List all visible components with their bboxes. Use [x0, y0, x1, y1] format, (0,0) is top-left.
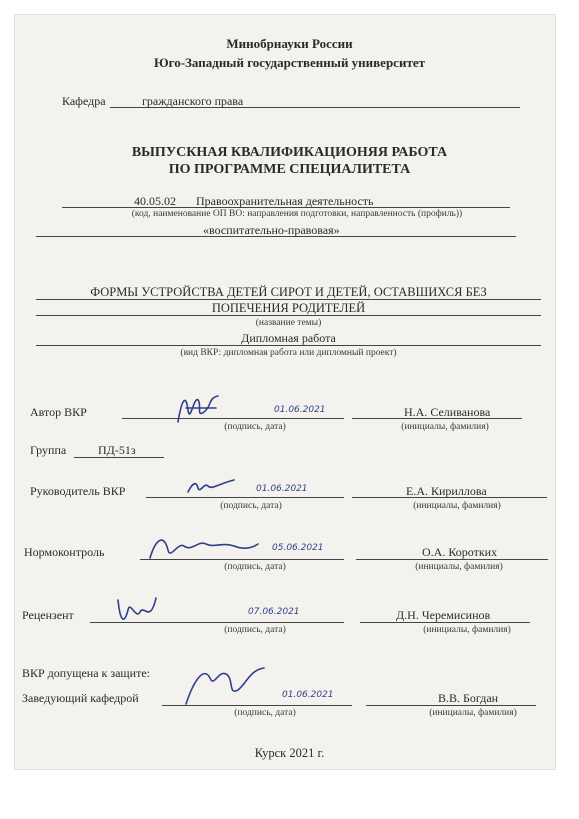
reviewer-signature: [110, 590, 170, 634]
head-name-caption: (инициалы, фамилия): [429, 708, 517, 718]
group-value: ПД-51з: [98, 443, 136, 457]
reviewer-name-caption: (инициалы, фамилия): [423, 625, 511, 635]
head-date: 01.06.2021: [282, 690, 334, 700]
author-name-caption: (инициалы, фамилия): [401, 422, 489, 432]
head-sign-caption: (подпись, дата): [234, 708, 296, 718]
supervisor-sign-caption: (подпись, дата): [220, 501, 282, 511]
normcontrol-name-caption: (инициалы, фамилия): [415, 562, 503, 572]
supervisor-name: Е.А. Кириллова: [406, 484, 487, 498]
normcontrol-label: Нормоконтроль: [24, 545, 105, 559]
head-signature: [180, 660, 270, 710]
university-name: Юго-Западный государственный университет: [154, 55, 425, 70]
normcontrol-name: О.А. Коротких: [422, 545, 498, 559]
supervisor-name-caption: (инициалы, фамилия): [413, 501, 501, 511]
topic-caption: (название темы): [255, 318, 322, 328]
city-year: Курск 2021 г.: [254, 746, 325, 760]
department-label: Кафедра: [62, 94, 106, 108]
reviewer-sign-caption: (подпись, дата): [224, 625, 286, 635]
author-label: Автор ВКР: [30, 405, 87, 419]
reviewer-label: Рецензент: [22, 608, 74, 622]
program-name: Правоохранительная деятельность: [196, 194, 374, 208]
department-value: гражданского права: [142, 94, 244, 108]
author-date: 01.06.2021: [274, 405, 326, 415]
document-title-line1: ВЫПУСКНАЯ КВАЛИФИКАЦИОНЯЯ РАБОТА: [131, 145, 448, 160]
work-type-value: Дипломная работа: [241, 331, 336, 345]
author-sign-caption: (подпись, дата): [224, 422, 286, 432]
work-type-caption: (вид ВКР: дипломная работа или дипломный проект): [180, 348, 397, 358]
ministry-name: Минобрнауки России: [226, 36, 353, 51]
program-caption: (код, наименование ОП ВО: направления подготовки, направленность (профиль)): [131, 209, 463, 219]
reviewer-date: 07.06.2021: [248, 607, 300, 617]
supervisor-label: Руководитель ВКР: [30, 484, 126, 498]
topic-line2: ПОПЕЧЕНИЯ РОДИТЕЛЕЙ: [211, 301, 366, 315]
document-page: [14, 14, 556, 770]
group-label: Группа: [30, 443, 67, 457]
supervisor-signature: [182, 474, 242, 500]
topic-line1: ФОРМЫ УСТРОЙСТВА ДЕТЕЙ СИРОТ И ДЕТЕЙ, ОСТАВШИХСЯ БЕЗ: [90, 285, 487, 299]
normcontrol-date: 05.06.2021: [272, 543, 324, 553]
head-name: В.В. Богдан: [438, 691, 499, 705]
document-title-line2: ПО ПРОГРАММЕ СПЕЦИАЛИТЕТА: [168, 162, 411, 177]
program-code: 40.05.02: [134, 194, 176, 208]
normcontrol-signature: [144, 530, 264, 566]
author-name: Н.А. Селиванова: [404, 405, 491, 419]
head-of-department-label: Заведующий кафедрой: [22, 691, 139, 705]
admission-text: ВКР допущена к защите:: [22, 666, 150, 680]
normcontrol-sign-caption: (подпись, дата): [224, 562, 286, 572]
reviewer-name: Д.Н. Черемисинов: [396, 608, 491, 622]
program-profile: «воспитательно-правовая»: [203, 223, 340, 237]
supervisor-date: 01.06.2021: [256, 484, 308, 494]
